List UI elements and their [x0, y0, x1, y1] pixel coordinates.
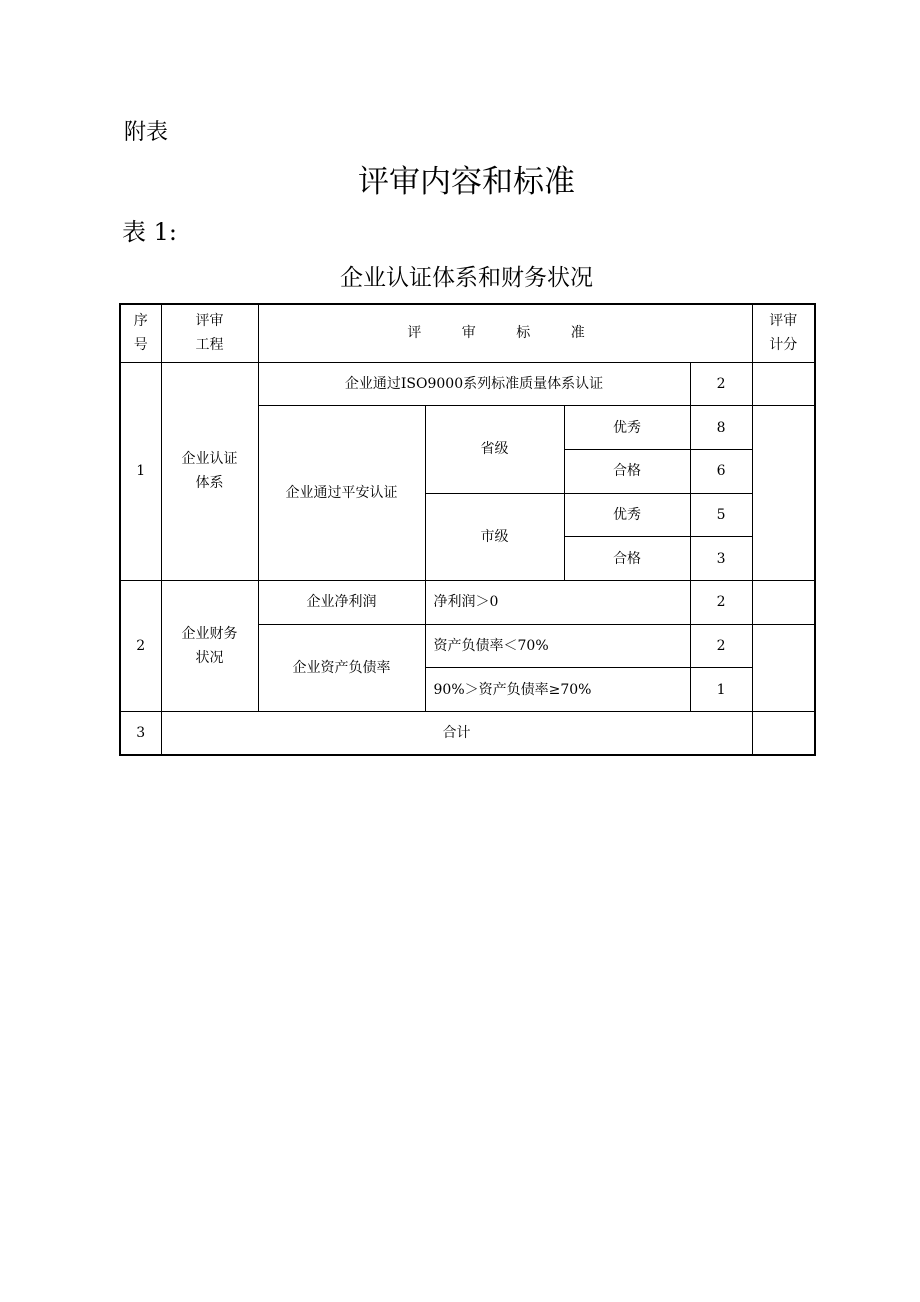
section2-seq: 2	[120, 580, 161, 711]
header-standard: 评 审 标 准	[258, 304, 752, 362]
iso-certification-text: 企业通过ISO9000系列标准质量体系认证	[258, 362, 690, 406]
debt-ratio-points-1: 2	[690, 624, 752, 668]
section1-item-line2: 体系	[195, 475, 224, 492]
municipal-level: 市级	[425, 493, 564, 580]
municipal-pass: 合格	[564, 537, 690, 581]
provincial-level: 省级	[425, 406, 564, 493]
header-seq-line2: 号	[133, 337, 148, 354]
table-title: 企业认证体系和财务状况	[340, 265, 593, 291]
table-row	[120, 362, 815, 406]
document-title: 评审内容和标准	[358, 164, 575, 200]
safety-certification-text: 企业通过平安认证	[258, 406, 425, 581]
header-row	[120, 304, 815, 362]
provincial-excellent-points: 8	[690, 406, 752, 450]
debt-ratio-label: 企业资产负债率	[258, 624, 425, 711]
header-score	[752, 304, 815, 362]
table-row	[120, 580, 815, 624]
net-profit-condition: 净利润＞0	[425, 580, 690, 624]
score-cell	[752, 406, 815, 581]
page-label: 附表	[124, 120, 169, 145]
header-score-line2: 计分	[769, 337, 798, 354]
municipal-excellent-points: 5	[690, 493, 752, 537]
header-seq	[120, 304, 161, 362]
section1-item-line1: 企业认证	[181, 451, 238, 468]
total-label: 合计	[161, 712, 752, 756]
section2-item-line2: 状况	[195, 649, 224, 666]
provincial-pass: 合格	[564, 449, 690, 493]
score-cell	[752, 580, 815, 624]
debt-ratio-condition-1: 资产负债率＜70%	[425, 624, 690, 668]
table-label: 表 1:	[122, 218, 177, 246]
header-item	[161, 304, 258, 362]
header-score-line1: 评审	[769, 313, 798, 330]
section1-seq: 1	[120, 362, 161, 580]
debt-ratio-condition-2: 90%＞资产负债率≥70%	[425, 668, 690, 712]
provincial-excellent: 优秀	[564, 406, 690, 450]
score-cell	[752, 624, 815, 711]
iso-certification-points: 2	[690, 362, 752, 406]
header-item-line1: 评审	[195, 313, 224, 330]
evaluation-table	[119, 303, 816, 756]
section2-item	[161, 580, 258, 711]
header-seq-line1: 序	[133, 313, 148, 330]
header-item-line2: 工程	[195, 337, 224, 354]
section3-seq: 3	[120, 712, 161, 756]
municipal-pass-points: 3	[690, 537, 752, 581]
net-profit-points: 2	[690, 580, 752, 624]
table-row	[120, 712, 815, 756]
section1-item	[161, 362, 258, 580]
debt-ratio-points-2: 1	[690, 668, 752, 712]
municipal-excellent: 优秀	[564, 493, 690, 537]
score-cell	[752, 362, 815, 406]
net-profit-label: 企业净利润	[258, 580, 425, 624]
provincial-pass-points: 6	[690, 449, 752, 493]
section2-item-line1: 企业财务	[181, 625, 238, 642]
score-cell	[752, 712, 815, 756]
